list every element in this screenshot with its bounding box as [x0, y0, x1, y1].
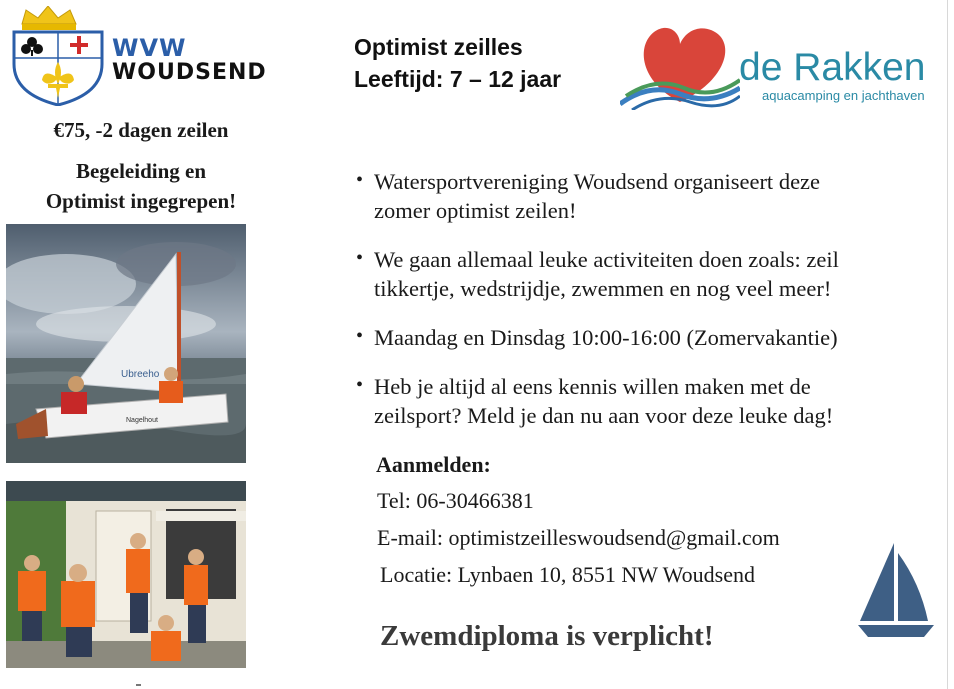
club-logo-text [112, 36, 267, 84]
page-edge-rule [947, 0, 948, 689]
rakken-logo-mark-icon [620, 18, 740, 110]
info-bullet-list [354, 167, 914, 450]
info-bullet [354, 245, 914, 303]
club-logo-line2: WOUDSEND [112, 60, 267, 85]
begeleiding-line1: Begeleiding en [75, 159, 207, 183]
swim-diploma-notice: Zwemdiploma is verplicht! [380, 620, 714, 652]
begeleiding-text [0, 156, 282, 216]
bullet-dot-icon: • [356, 247, 364, 269]
begeleiding-line2: Optimist ingegrepen! [45, 189, 237, 213]
partner-tagline: aquacamping en jachthaven [762, 88, 925, 103]
info-bullet [354, 372, 914, 430]
info-bullet [354, 167, 914, 225]
price-text: €75, -2 dagen zeilen [53, 118, 229, 142]
page-title [354, 31, 561, 95]
partner-name: de Rakken [739, 46, 926, 89]
photo-child-sailing [6, 224, 246, 463]
bullet-line1: Maandag en Dinsdag 10:00-16:00 (Zomervakantie) [374, 325, 838, 350]
bullet-line2: tikkertje, wedstrijdje, zwemmen en nog veel meer! [374, 276, 832, 301]
bullet-line1: We gaan allemaal leuke activiteiten doen zoals: zeil [374, 247, 839, 272]
club-logo-line1: WVW [112, 34, 187, 62]
bullet-dot-icon: • [356, 169, 364, 191]
stray-mark [136, 684, 141, 686]
bullet-dot-icon: • [356, 325, 364, 347]
title-line1: Optimist zeilles [354, 34, 523, 60]
bullet-line1: Heb je altijd al eens kennis willen maken met de [374, 374, 811, 399]
photo-children-at-shed [6, 481, 246, 668]
signup-heading: Aanmelden: [376, 452, 491, 477]
hull-text: Nagelhout [126, 417, 158, 424]
location-text: Locatie: Lynbaen 10, 8551 NW Woudsend [380, 562, 756, 587]
bullet-line1: Watersportvereniging Woudsend organiseert deze [374, 169, 821, 194]
email-text: E-mail: optimistzeilleswoudsend@gmail.com [377, 525, 780, 550]
bullet-line2: zomer optimist zeilen! [374, 198, 577, 223]
bullet-dot-icon: • [356, 374, 364, 396]
sailboat-icon [858, 543, 934, 641]
bullet-line2: zeilsport? Meld je dan nu aan voor deze leuke dag! [374, 403, 834, 428]
phone-text: Tel: 06-30466381 [377, 488, 534, 513]
title-line2: Leeftijd: 7 – 12 jaar [354, 66, 562, 92]
info-bullet [354, 323, 914, 352]
club-crest-icon [12, 6, 104, 106]
sail-text: Ubreeho [121, 369, 160, 380]
